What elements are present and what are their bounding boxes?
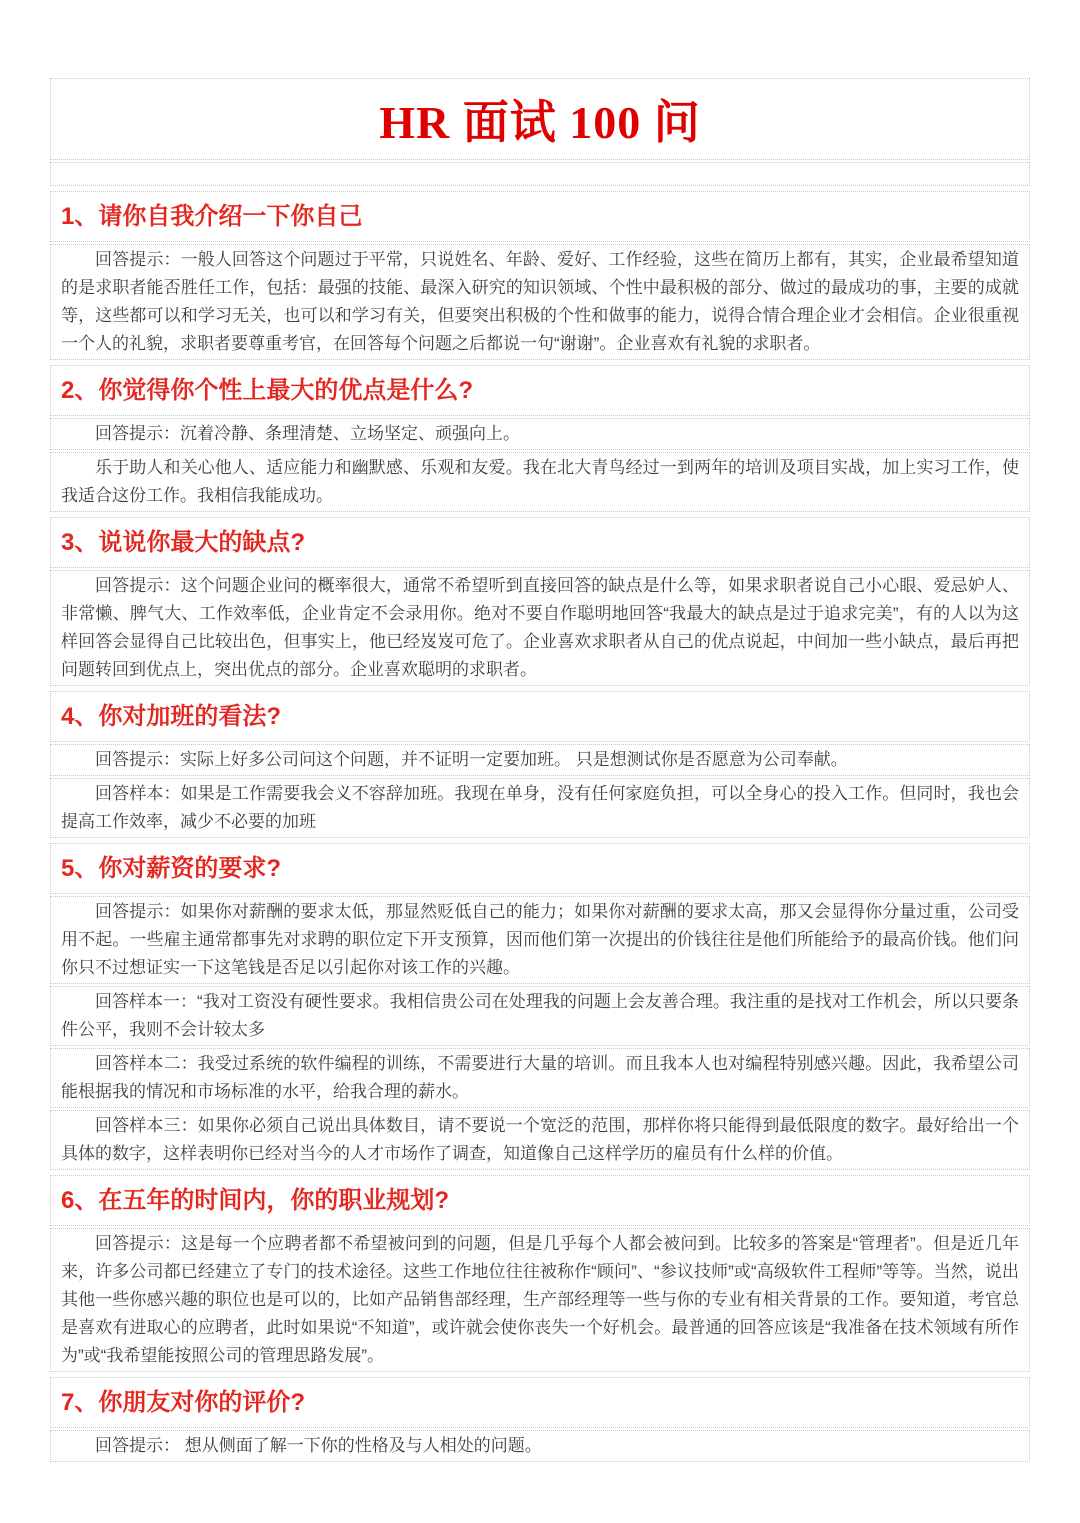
section-6-paragraph-1: 回答提示：这是每一个应聘者都不希望被问到的问题，但是几乎每个人都会被问到。比较多的答案是“管理者”。但是近几年来，许多公司都已经建立了专门的技术途径。这些工作地位往往被称作“顾问”、“参议技师”或“高级软件工程师”等等。当然，说出其他一些你感兴趣的职位也是可以的，比如产品销售部经理，生产部经理等一些与你的专业有相关背景的工作。要知道，考官总是喜欢有进取心的应聘者，此时如果说“不知道”，或许就会使你丧失一个好机会。最普通的回答应该是“我准备在技术领域有所作为”或“我希望能按照公司的管理思路发展”。 — [50, 1228, 1030, 1372]
section-5-paragraph-3: 回答样本二：我受过系统的软件编程的训练，不需要进行大量的培训。而且我本人也对编程特别感兴趣。因此，我希望公司能根据我的情况和市场标准的水平，给我合理的薪水。 — [50, 1048, 1030, 1108]
section-7-heading: 7、你朋友对你的评价? — [50, 1377, 1030, 1428]
section-5-paragraph-4: 回答样本三：如果你必须自己说出具体数目，请不要说一个宽泛的范围，那样你将只能得到最低限度的数字。最好给出一个具体的数字，这样表明你已经对当今的人才市场作了调查，知道像自己这样学历的雇员有什么样的价值。 — [50, 1110, 1030, 1170]
section-2-heading: 2、你觉得你个性上最大的优点是什么? — [50, 365, 1030, 416]
page-title — [50, 78, 1030, 160]
section-4-paragraph-2: 回答样本：如果是工作需要我会义不容辞加班。我现在单身，没有任何家庭负担，可以全身心的投入工作。但同时，我也会提高工作效率，减少不必要的加班 — [50, 778, 1030, 838]
section-4-paragraph-1: 回答提示：实际上好多公司问这个问题，并不证明一定要加班。 只是想测试你是否愿意为公司奉献。 — [50, 744, 1030, 776]
section-5-heading: 5、你对薪资的要求? — [50, 843, 1030, 894]
page-title-text: HR 面试 100 问 — [379, 97, 701, 148]
document-body — [50, 78, 1030, 1464]
section-2-paragraph-2: 乐于助人和关心他人、适应能力和幽默感、乐观和友爱。我在北大青鸟经过一到两年的培训及项目实战，加上实习工作，使我适合这份工作。我相信我能成功。 — [50, 452, 1030, 512]
section-3-heading: 3、说说你最大的缺点? — [50, 517, 1030, 568]
section-6-heading: 6、在五年的时间内，你的职业规划? — [50, 1175, 1030, 1226]
spacer-row — [50, 162, 1030, 186]
section-3-paragraph-1: 回答提示：这个问题企业问的概率很大，通常不希望听到直接回答的缺点是什么等，如果求职者说自己小心眼、爱忌妒人、非常懒、脾气大、工作效率低，企业肯定不会录用你。绝对不要自作聪明地回答“我最大的缺点是过于追求完美”，有的人以为这样回答会显得自己比较出色，但事实上，他已经岌岌可危了。企业喜欢求职者从自己的优点说起，中间加一些小缺点，最后再把问题转回到优点上，突出优点的部分。企业喜欢聪明的求职者。 — [50, 570, 1030, 686]
section-1-heading: 1、请你自我介绍一下你自己 — [50, 191, 1030, 242]
section-5-paragraph-1: 回答提示：如果你对薪酬的要求太低，那显然贬低自己的能力；如果你对薪酬的要求太高，那又会显得你分量过重，公司受用不起。一些雇主通常都事先对求聘的职位定下开支预算，因而他们第一次提出的价钱往往是他们所能给予的最高价钱。他们问你只不过想证实一下这笔钱是否足以引起你对该工作的兴趣。 — [50, 896, 1030, 984]
section-4-heading: 4、你对加班的看法? — [50, 691, 1030, 742]
section-2-paragraph-1: 回答提示：沉着冷静、条理清楚、立场坚定、顽强向上。 — [50, 418, 1030, 450]
section-5-paragraph-2: 回答样本一：“我对工资没有硬性要求。我相信贵公司在处理我的问题上会友善合理。我注重的是找对工作机会，所以只要条件公平，我则不会计较太多 — [50, 986, 1030, 1046]
section-1-paragraph-1: 回答提示：一般人回答这个问题过于平常，只说姓名、年龄、爱好、工作经验，这些在简历上都有，其实，企业最希望知道的是求职者能否胜任工作，包括：最强的技能、最深入研究的知识领域、个性中最积极的部分、做过的最成功的事，主要的成就等，这些都可以和学习无关，也可以和学习有关，但要突出积极的个性和做事的能力，说得合情合理企业才会相信。企业很重视一个人的礼貌，求职者要尊重考官，在回答每个问题之后都说一句“谢谢”。企业喜欢有礼貌的求职者。 — [50, 244, 1030, 360]
section-7-paragraph-1: 回答提示： 想从侧面了解一下你的性格及与人相处的问题。 — [50, 1430, 1030, 1462]
